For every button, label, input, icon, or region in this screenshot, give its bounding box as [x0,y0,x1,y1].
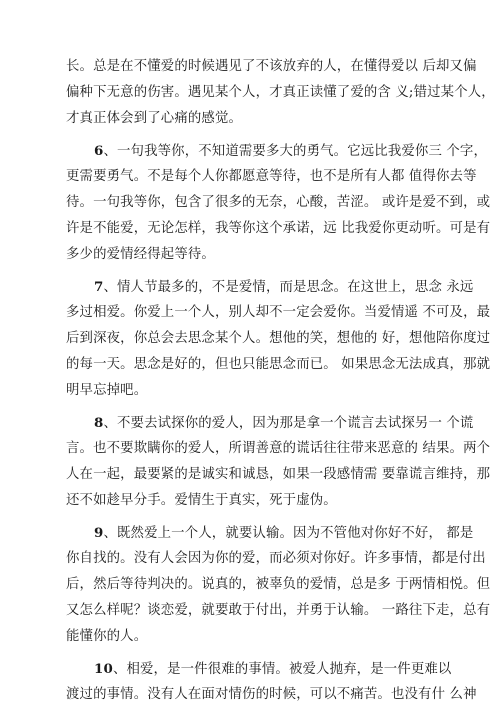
item-number: 7 [94,279,104,295]
text-line [66,245,440,265]
text-line [66,381,440,401]
line-text: 长。总是在不懂爱的时候遇见了不该放弃的人，在懂得爱以 后却又偏 [66,59,477,74]
line-text: 能懂你的人。 [66,629,148,644]
text-line [94,141,488,161]
item-number: 6 [94,143,104,159]
text-line [66,193,491,213]
item-number: 8 [94,415,104,431]
text-line [66,549,486,569]
line-text: 、既然爱上一个人，就要认输。因为不管他对你好不好， 都是 [103,526,474,541]
line-text: 多少的爱情经得起等待。 [66,247,215,262]
line-text: 人在一起，最要紧的是诚实和诚恳，如果一段感情需 要靠谎言维持，那 [66,467,491,482]
text-line [66,167,477,187]
text-line [66,329,491,349]
line-text: 言。也不要欺瞒你的爱人，所谓善意的谎话往往带来恶意的 结果。两个 [66,441,491,456]
item-number: 9 [94,525,104,541]
text-line [66,465,491,485]
line-text: 多过相爱。你爱上一个人，别人却不一定会爱你。当爱情遥 不可及，最 [66,305,491,320]
line-text: 、一句我等你，不知道需要多大的勇气。它远比我爱你三 个字， [103,144,488,159]
item-number: 10 [94,661,113,677]
line-text: 你自找的。没有人会因为你的爱，而必须对你好。许多事情，都是付出 [66,551,486,566]
text-line [66,685,477,705]
line-text: 许是不能爱，无论怎样，我等你这个承诺，远 比我爱你更动听。可是有 [66,221,491,236]
text-line [66,303,491,323]
text-line [66,491,440,511]
line-text: 、不要去试探你的爱人，因为那是拿一个谎言去试探另一 个谎 [103,416,474,431]
text-line [66,109,440,129]
line-text: 才真正体会到了心痛的感觉。 [66,111,243,126]
text-line [94,523,474,543]
line-text: 偏种下无意的伤害。遇见某个人，才真正读懂了爱的含 义;错过某个人， [66,85,495,100]
text-line [66,439,491,459]
text-line [94,659,452,679]
text-line [66,355,491,375]
text-line [66,627,440,647]
line-text: 更需要勇气。不是每个人你都愿意等待，也不是所有人都 值得你去等 [66,169,477,184]
text-line [66,575,491,595]
text-line [94,277,474,297]
line-text: 、情人节最多的，不是爱情，而是思念。在这世上，思念 永远 [103,280,474,295]
line-text: 又怎么样呢？谈恋爱，就要敢于付出，并勇于认输。 一路往下走，总有 [66,603,491,618]
line-text: 、相爱，是一件很难的事情。被爱人抛弃，是一件更难以 [112,662,452,677]
line-text: 待。一句我等你，包含了很多的无奈，心酸，苦涩。 或许是爱不到，或 [66,195,491,210]
line-text: 后，然后等待判决的。说真的，被辜负的爱情，总是多 于两情相悦。但 [66,577,491,592]
text-line [66,219,491,239]
line-text: 的每一天。思念是好的，但也只能思念而已。 如果思念无法成真，那就 [66,357,491,372]
line-text: 渡过的事情。没有人在面对情伤的时候，可以不痛苦。也没有什 么神 [66,687,477,702]
text-line [66,601,491,621]
text-line [66,57,477,77]
text-line [94,413,474,433]
line-text: 后到深夜，你总会去思念某个人。想他的笑，想他的 好，想他陪你度过 [66,331,491,346]
line-text: 还不如趁早分手。爱情生于真实，死于虚伪。 [66,493,337,508]
text-line [66,83,495,103]
line-text: 明早忘掉吧。 [66,383,148,398]
